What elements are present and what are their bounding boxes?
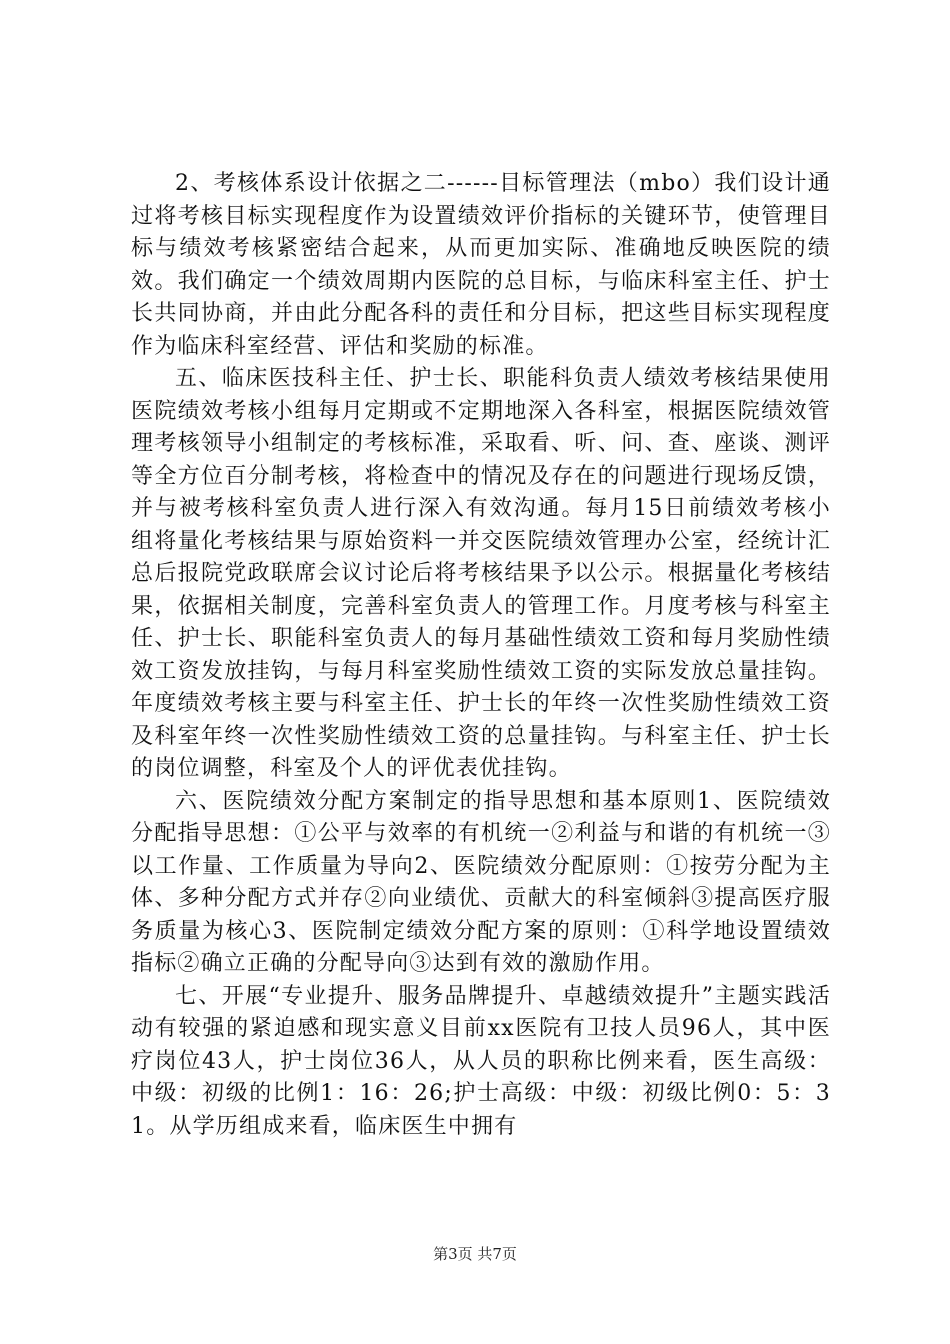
paragraph-section-7: 七、开展“专业提升、服务品牌提升、卓越绩效提升”主题实践活动有较强的紧迫感和现实意义目前xx医院有卫技人员96人，其中医疗岗位43人，护士岗位36人，从人员的职称比例来看，医生高级：中级：初级的比例1：16：26;护士高级：中级：初级比例0：5：31。从学历组成来看，临床医生中拥有	[131, 983, 831, 1139]
page-number-footer: 第3页 共7页	[433, 1245, 517, 1263]
paragraph-mbo-method: 2、考核体系设计依据之二------目标管理法（mbo）我们设计通过将考核目标实现程度作为设置绩效评价指标的关键环节，使管理目标与绩效考核紧密结合起来，从而更加实际、准确地反映医院的绩效。我们确定一个绩效周期内医院的总目标，与临床科室主任、护士长共同协商，并由此分配各科的责任和分目标，把这些目标实现程度作为临床科室经营、评估和奖励的标准。	[131, 171, 831, 359]
document-body	[131, 168, 831, 1143]
paragraph-section-6: 六、医院绩效分配方案制定的指导思想和基本原则1、医院绩效分配指导思想：①公平与效率的有机统一②利益与和谐的有机统一③以工作量、工作质量为导向2、医院绩效分配原则：①按劳分配为主体、多种分配方式并存②向业绩优、贡献大的科室倾斜③提高医疗服务质量为核心3、医院制定绩效分配方案的原则：①科学地设置绩效指标②确立正确的分配导向③达到有效的激励作用。	[131, 788, 831, 976]
paragraph-section-5: 五、临床医技科主任、护士长、职能科负责人绩效考核结果使用医院绩效考核小组每月定期或不定期地深入各科室，根据医院绩效管理考核领导小组制定的考核标准，采取看、听、问、查、座谈、测评等全方位百分制考核，将检查中的情况及存在的问题进行现场反馈，并与被考核科室负责人进行深入有效沟通。每月15日前绩效考核小组将量化考核结果与原始资料一并交医院绩效管理办公室，经统计汇总后报院党政联席会议讨论后将考核结果予以公示。根据量化考核结果，依据相关制度，完善科室负责人的管理工作。月度考核与科室主任、护士长、职能科室负责人的每月基础性绩效工资和每月奖励性绩效工资发放挂钩，与每月科室奖励性绩效工资的实际发放总量挂钩。年度绩效考核主要与科室主任、护士长的年终一次性奖励性绩效工资及科室年终一次性奖励性绩效工资的总量挂钩。与科室主任、护士长的岗位调整，科室及个人的评优表优挂钩。	[131, 366, 831, 781]
